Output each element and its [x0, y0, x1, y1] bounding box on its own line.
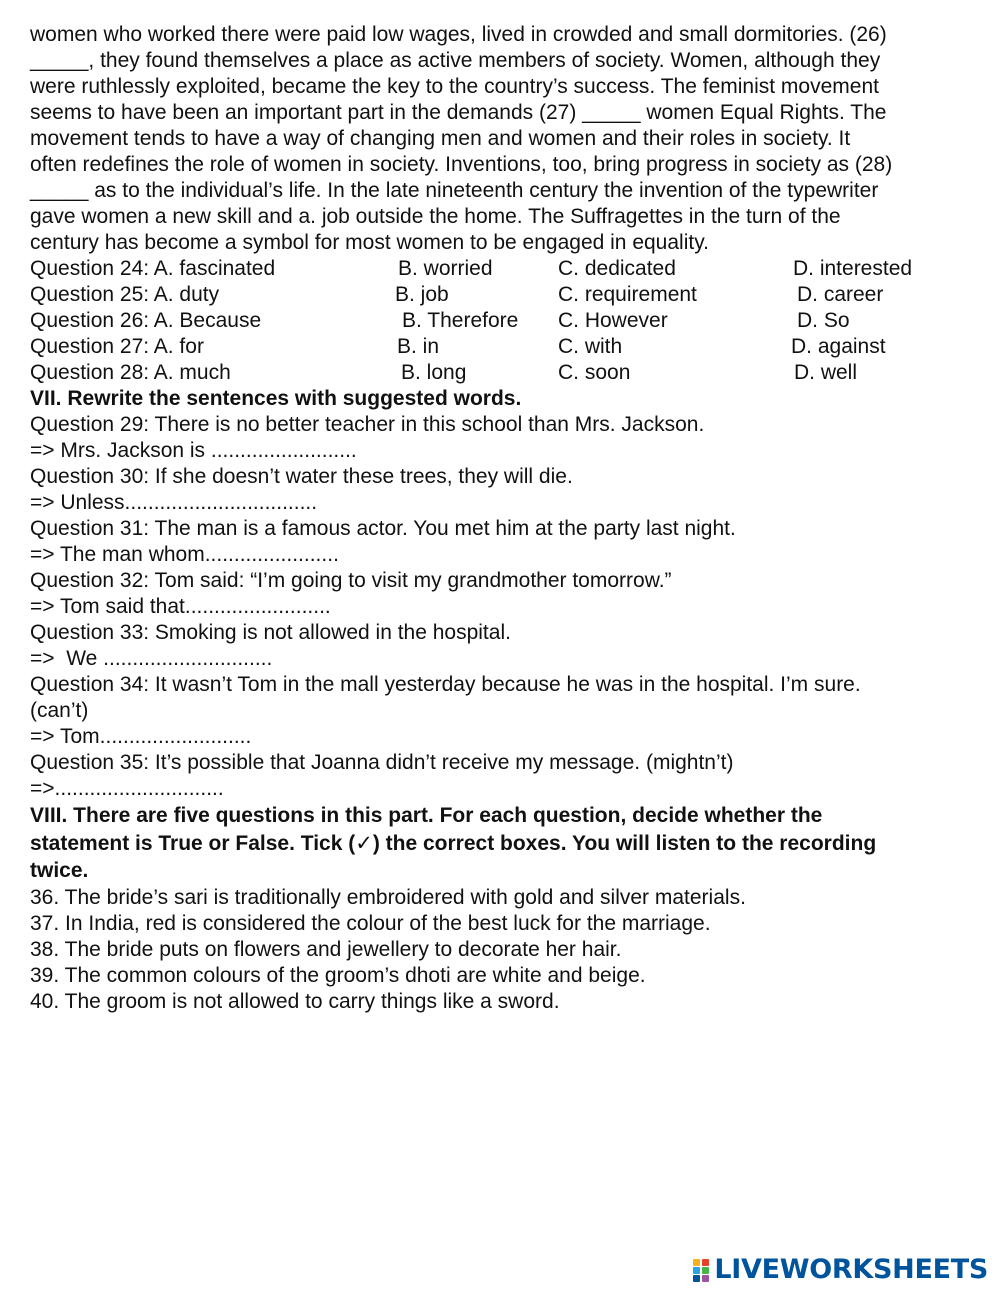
- answer-line-33: => We .............................: [30, 647, 273, 670]
- question-row-26: [30, 308, 975, 334]
- worksheet-page: [30, 22, 975, 1015]
- question-34-hint: (can’t): [30, 699, 89, 722]
- option-d: D. interested: [793, 257, 913, 280]
- option-c: C. requirement: [558, 283, 697, 306]
- question-32: Question 32: Tom said: “I’m going to visit my grandmother tomorrow.”: [30, 569, 672, 592]
- section-vii-heading: VII. Rewrite the sentences with suggested words.: [30, 387, 522, 410]
- answer-line-29: => Mrs. Jackson is .........................: [30, 439, 357, 462]
- passage-line: women who worked there were paid low wages, lived in crowded and small dormitories. (26): [30, 23, 887, 46]
- option-b: B. long: [401, 361, 467, 384]
- liveworksheets-logo-icon: [693, 1257, 711, 1283]
- statement-38: 38. The bride puts on flowers and jewellery to decorate her hair.: [30, 937, 622, 961]
- option-a: Question 24: A. fascinated: [30, 257, 276, 280]
- question-31: Question 31: The man is a famous actor. You met him at the party last night.: [30, 517, 736, 540]
- passage-line: _____ as to the individual’s life. In the late nineteenth century the invention of the typewriter: [30, 179, 879, 202]
- section-viii: [30, 802, 975, 1015]
- option-a: Question 27: A. for: [30, 335, 204, 358]
- answer-line-34: => Tom..........................: [30, 725, 252, 748]
- section-vii: [30, 386, 975, 802]
- question-29: Question 29: There is no better teacher in this school than Mrs. Jackson.: [30, 413, 705, 436]
- answer-line-31: => The man whom.......................: [30, 543, 339, 566]
- answer-line-32: => Tom said that.........................: [30, 595, 331, 618]
- passage-line: century has become a symbol for most women to be engaged in equality.: [30, 231, 709, 254]
- option-d: D. against: [791, 335, 886, 358]
- option-a: Question 28: A. much: [30, 361, 231, 384]
- question-30: Question 30: If she doesn’t water these trees, they will die.: [30, 465, 573, 488]
- option-c: C. soon: [558, 361, 631, 384]
- liveworksheets-wordmark: LIVEWORKSHEETS: [714, 1254, 988, 1285]
- option-d: D. well: [794, 361, 858, 384]
- question-row-27: [30, 334, 975, 360]
- statement-37: 37. In India, red is considered the colour of the best luck for the marriage.: [30, 911, 711, 935]
- reading-passage: [30, 22, 975, 256]
- heading-line: twice.: [30, 859, 89, 882]
- option-d: D. career: [797, 283, 884, 306]
- passage-line: movement tends to have a way of changing men and women and their roles in society. It: [30, 127, 851, 150]
- question-34: Question 34: It wasn’t Tom in the mall yesterday because he was in the hospital. I’m sure.: [30, 673, 861, 696]
- heading-line: statement is True or False. Tick (✓) the correct boxes. You will listen to the recording: [30, 831, 877, 855]
- option-b: B. in: [397, 335, 440, 358]
- question-row-24: [30, 256, 975, 282]
- question-35: Question 35: It’s possible that Joanna didn’t receive my message. (mightn’t): [30, 751, 734, 774]
- answer-line-30: => Unless.................................: [30, 491, 318, 514]
- passage-line: were ruthlessly exploited, became the key to the country’s success. The feminist movement: [30, 75, 879, 98]
- section-viii-heading: [30, 802, 975, 885]
- option-a: Question 26: A. Because: [30, 309, 262, 332]
- option-b: B. Therefore: [402, 309, 519, 332]
- option-d: D. So: [797, 309, 850, 332]
- passage-line: seems to have been an important part in the demands (27) _____ women Equal Rights. The: [30, 101, 887, 124]
- passage-line: gave women a new skill and a. job outside the home. The Suffragettes in the turn of the: [30, 205, 841, 228]
- question-row-25: [30, 282, 975, 308]
- multiple-choice-questions: [30, 256, 975, 386]
- option-c: C. with: [558, 335, 623, 358]
- liveworksheets-brand: [693, 1254, 988, 1286]
- statement-40: 40. The groom is not allowed to carry things like a sword.: [30, 989, 560, 1013]
- statement-36: 36. The bride’s sari is traditionally embroidered with gold and silver materials.: [30, 885, 746, 909]
- option-b: B. job: [395, 283, 449, 306]
- question-row-28: [30, 360, 975, 386]
- option-c: C. However: [558, 309, 668, 332]
- statement-39: 39. The common colours of the groom’s dhoti are white and beige.: [30, 963, 646, 987]
- option-c: C. dedicated: [558, 257, 676, 280]
- option-b: B. worried: [398, 257, 493, 280]
- answer-line-35: =>.............................: [30, 777, 224, 800]
- passage-line: _____, they found themselves a place as active members of society. Women, although they: [30, 49, 881, 72]
- passage-line: often redefines the role of women in society. Inventions, too, bring progress in society as (28): [30, 153, 893, 176]
- option-a: Question 25: A. duty: [30, 283, 220, 306]
- heading-line: VIII. There are five questions in this part. For each question, decide whether the: [30, 804, 823, 827]
- question-33: Question 33: Smoking is not allowed in the hospital.: [30, 621, 511, 644]
